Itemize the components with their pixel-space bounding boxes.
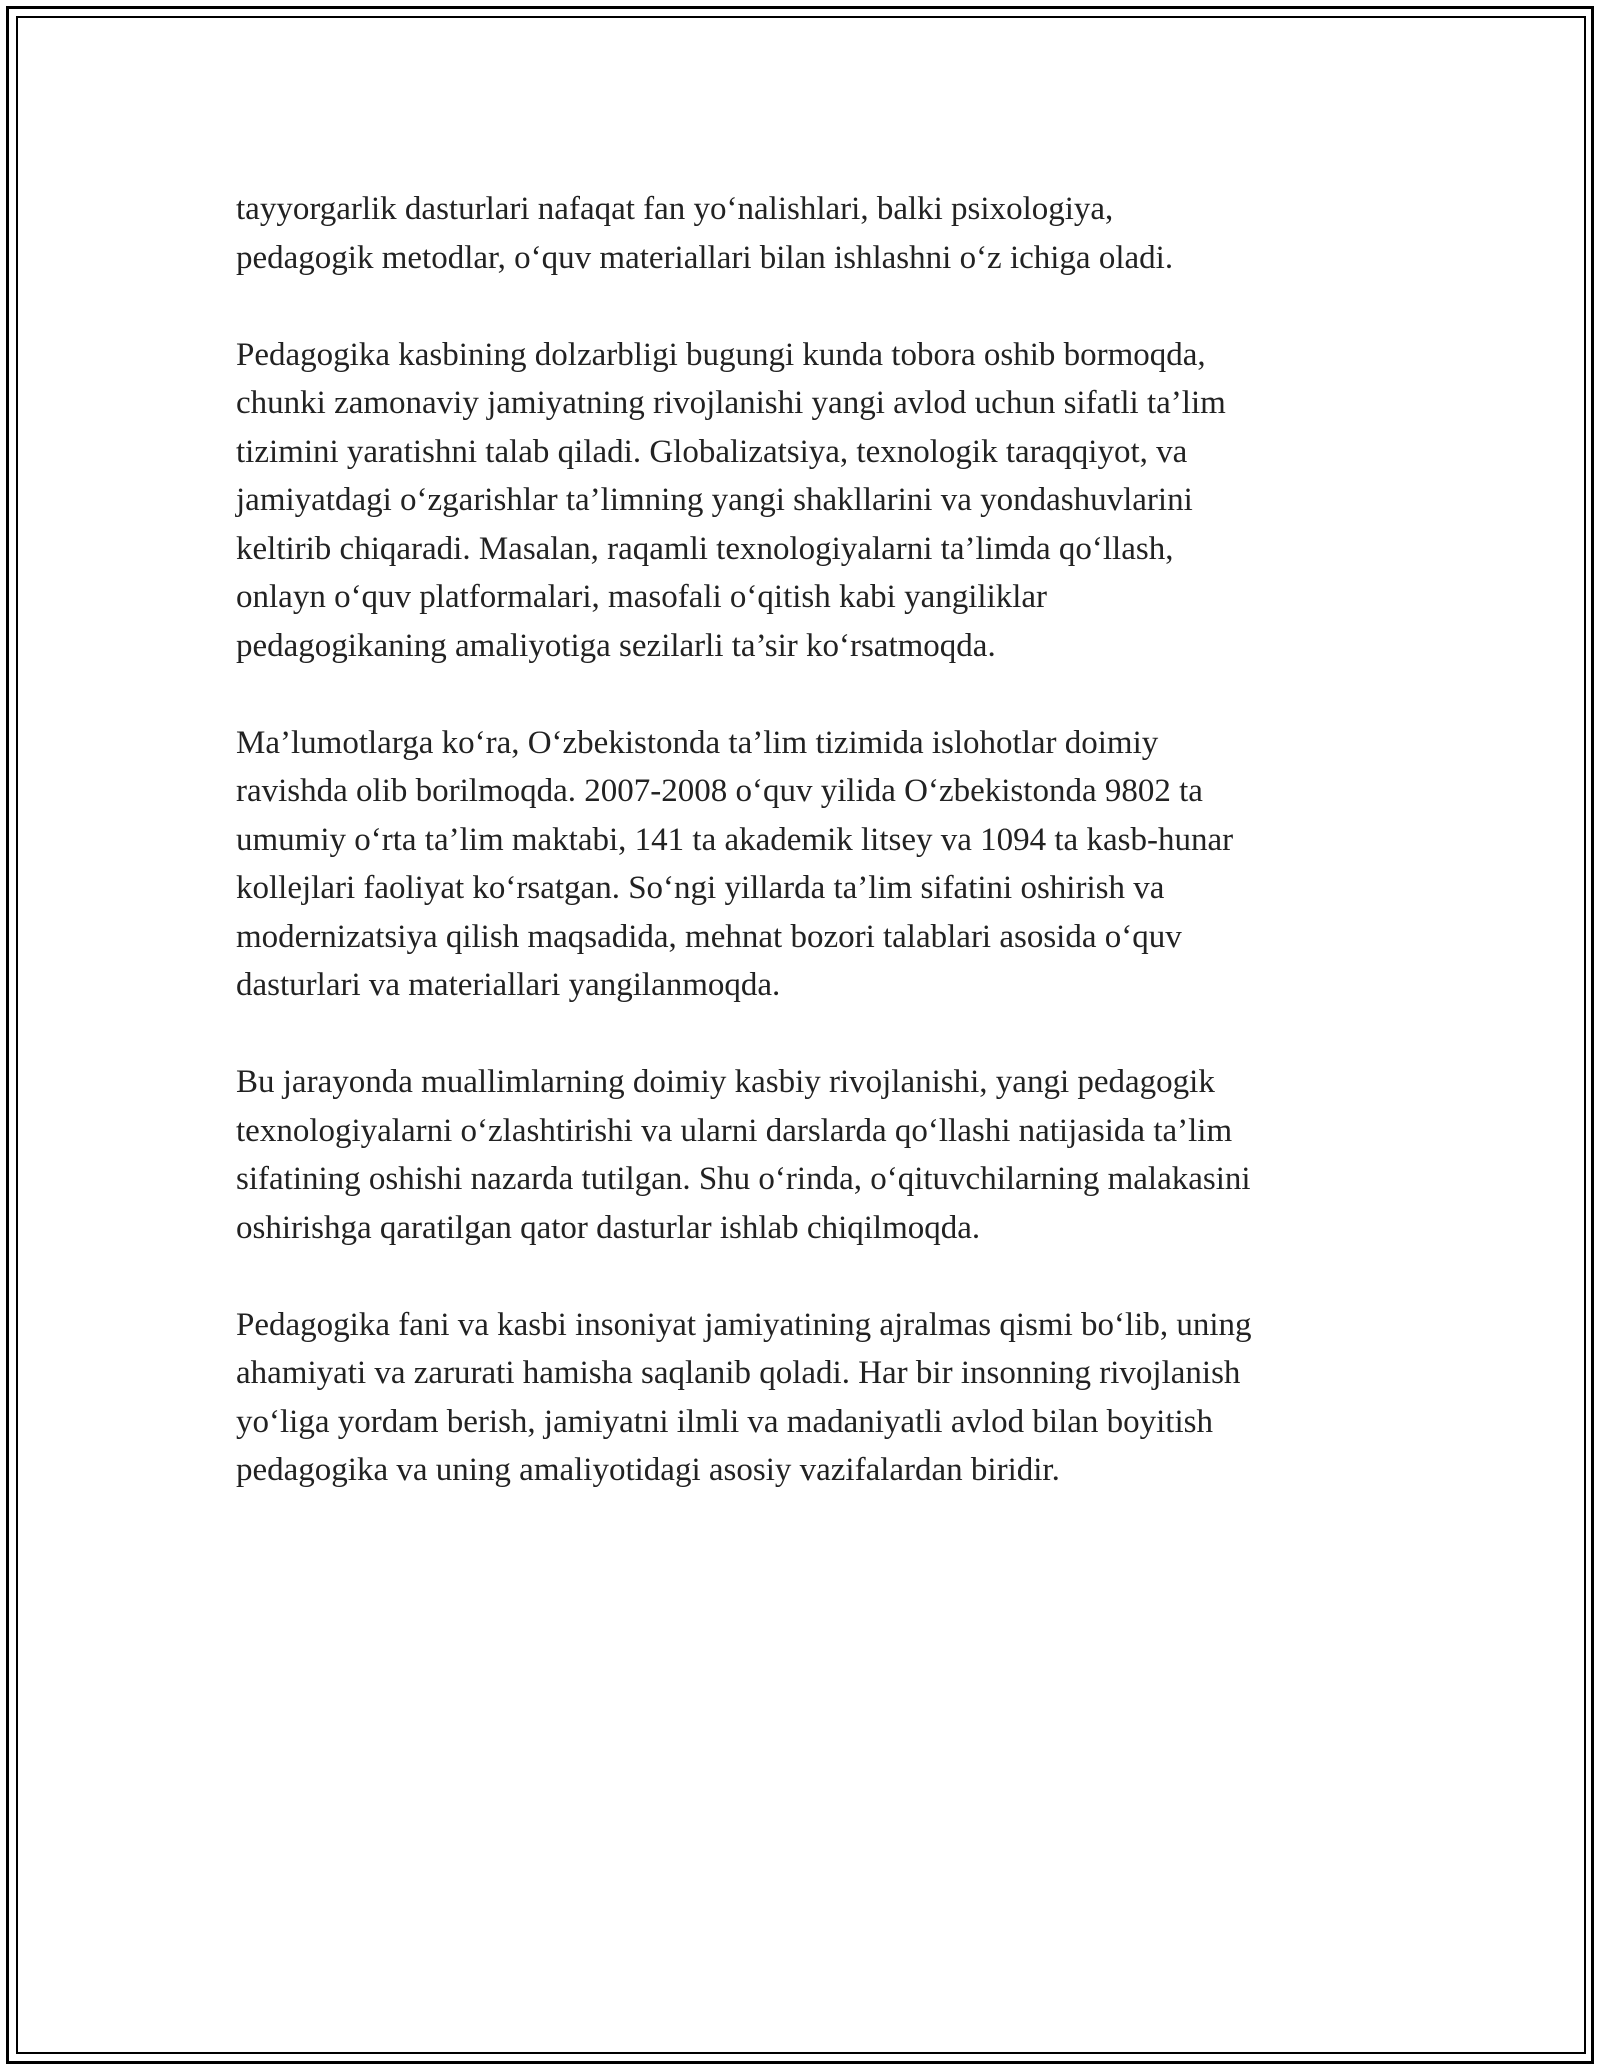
paragraph-teacher-development: Bu jarayonda muallimlarning doimiy kasbiy rivojlanishi, yangi pedagogik texnologiyalarni o‘zlashtirishi va ularni darslarda qo‘llashi natijasida ta’lim sifatining oshishi nazarda tutilgan. Shu o‘rinda, o‘qituvchilarning malakasini oshirishga qaratilgan qator dasturlar ishlab chiqilmoqda. [236,1064,1251,1246]
paragraph-profession-relevance: Pedagogika kasbining dolzarbligi bugungi kunda tobora oshib bormoqda, chunki zamonaviy jamiyatning rivojlanishi yangi avlod uchun sifatli ta’lim tizimini yaratishni talab qiladi. Globalizatsiya, texnologik taraqqiyot, va jamiyatdagi o‘zgarishlar ta’limning yangi shakllarini va yondashuvlarini keltirib chiqaradi. Masalan, raqamli texnologiyalarni ta’limda qo‘llash, onlayn o‘quv platformalari, masofali o‘qitish kabi yangiliklar pedagogikaning amaliyotiga sezilarli ta’sir ko‘rsatmoqda. [236,336,1226,664]
document-body [236,185,1396,1543]
paragraph-training-programs: tayyorgarlik dasturlari nafaqat fan yo‘nalishlari, balki psixologiya, pedagogik metodlar, o‘quv materiallari bilan ishlashni o‘z ichiga oladi. [236,191,1174,276]
paragraph-conclusion: Pedagogika fani va kasbi insoniyat jamiyatining ajralmas qismi bo‘lib, uning ahamiyati va zarurati hamisha saqlanib qoladi. Har bir insonning rivojlanish yo‘liga yordam berish, jamiyatni ilmli va madaniyatli avlod bilan boyitish pedagogika va uning amaliyotidagi asosiy vazifalardan biridir. [236,1306,1252,1488]
paragraph-education-statistics: Ma’lumotlarga ko‘ra, O‘zbekistonda ta’lim tizimida islohotlar doimiy ravishda olib borilmoqda. 2007-2008 o‘quv yilida O‘zbekistonda 9802 ta umumiy o‘rta ta’lim maktabi, 141 ta akademik litsey va 1094 ta kasb-hunar kollejlari faoliyat ko‘rsatgan. So‘ngi yillarda ta’lim sifatini oshirish va modernizatsiya qilish maqsadida, mehnat bozori talablari asosida o‘quv dasturlari va materiallari yangilanmoqda. [236,724,1234,1003]
